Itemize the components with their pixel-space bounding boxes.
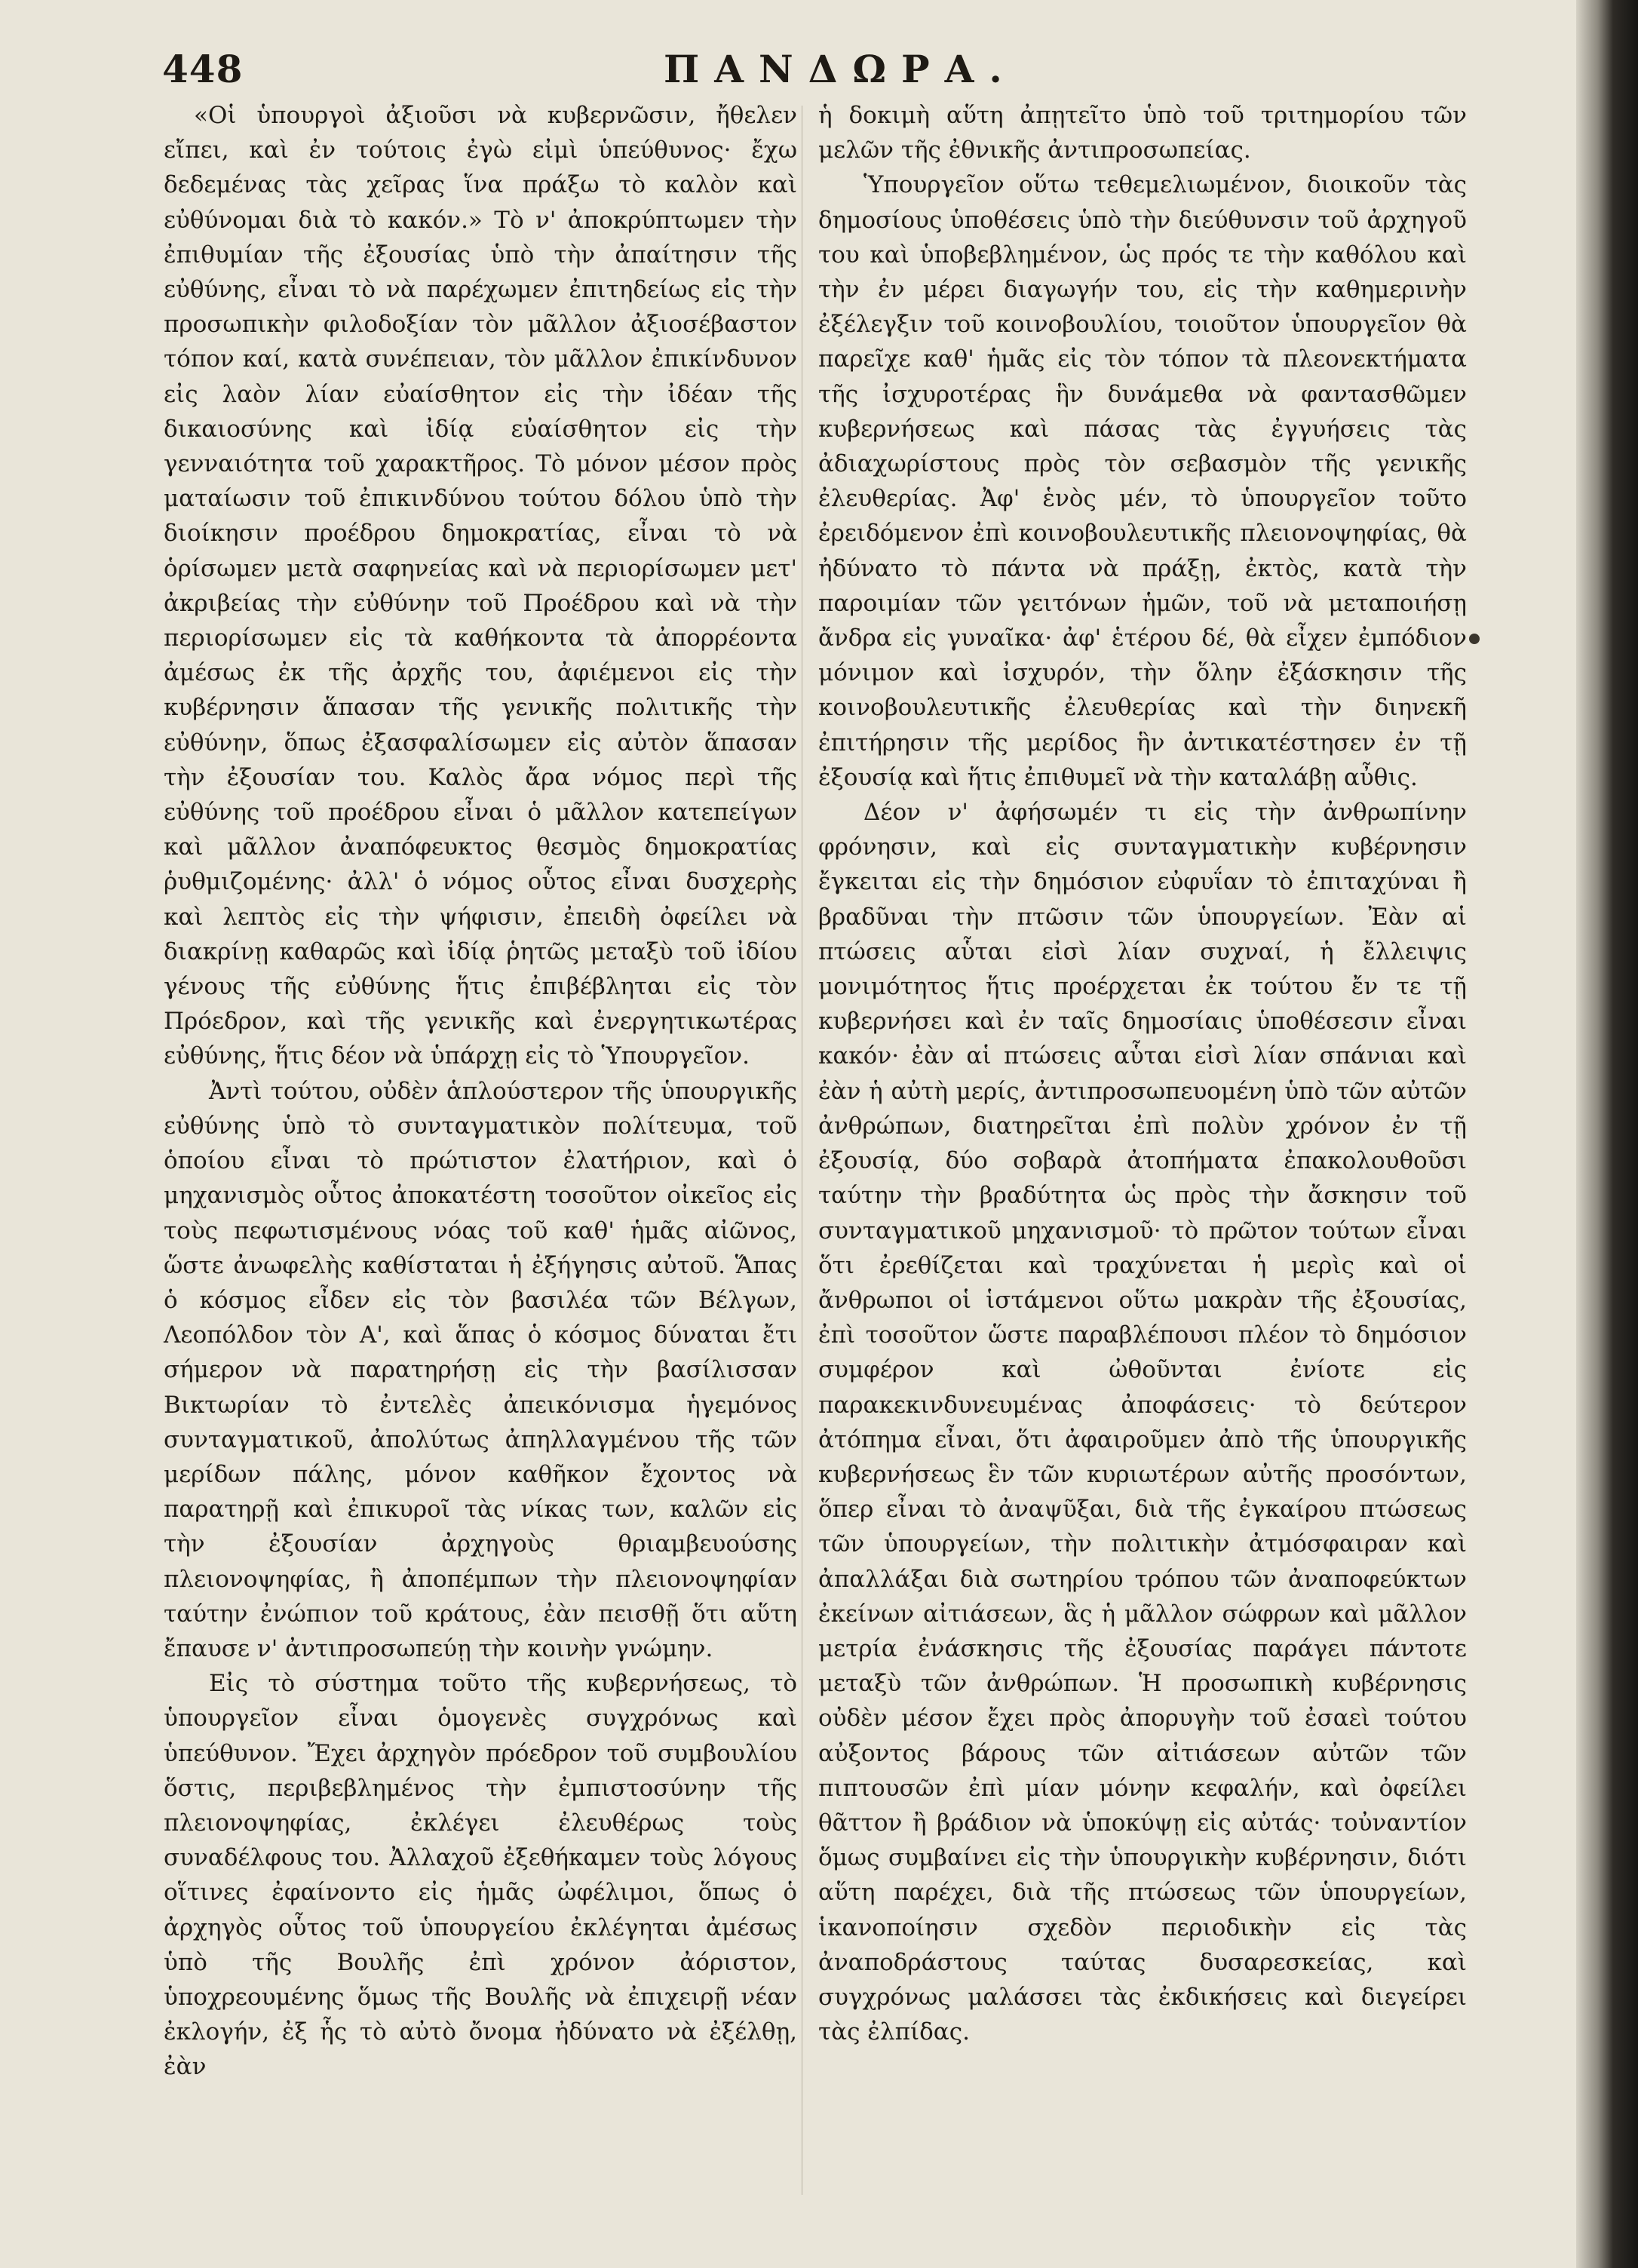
ink-dot: [1469, 634, 1480, 644]
page-header: [0, 47, 1576, 100]
paragraph: «Οἱ ὑπουργοὶ ἀξιοῦσι νὰ κυβερνῶσιν, ἤθελεν εἴπει, καὶ ἐν τούτοις ἐγὼ εἰμὶ ὑπεύθυνος· ἔχω δεδεμένας τὰς χεῖρας ἵνα πράξω τὸ καλὸν καὶ εὐθύνομαι διὰ τὸ κακόν.» Τὸ ν' ἀποκρύπτωμεν τὴν ἐπιθυμίαν τῆς ἐξουσίας ὑπὸ τὴν ἀπαίτησιν τῆς εὐθύνης, εἶναι τὸ νὰ παρέχωμεν ἐπιτηδείως εἰς τὴν προσωπικὴν φιλοδοξίαν τὸν μᾶλλον ἀξιοσέβαστον τόπον καί, κατὰ συνέπειαν, τὸν μᾶλλον ἐπικίνδυνον εἰς λαὸν λίαν εὐαίσθητον εἰς τὴν ἰδέαν τῆς δικαιοσύνης καὶ ἰδίᾳ εὐαίσθητον εἰς τὴν γενναιότητα τοῦ χαρακτῆρος. Τὸ μόνον μέσον πρὸς ματαίωσιν τοῦ ἐπικινδύνου τούτου δόλου ὑπὸ τὴν διοίκησιν προέδρου δημοκρατίας, εἶναι τὸ νὰ ὁρίσωμεν μετὰ σαφηνείας καὶ νὰ περιορίσωμεν μετ' ἀκριβείας τὴν εὐθύνην τοῦ Προέδρου καὶ νὰ τὴν περιορίσωμεν εἰς τὰ καθήκοντα τὰ ἀπορρέοντα ἀμέσως ἐκ τῆς ἀρχῆς του, ἀφιέμενοι εἰς τὴν κυβέρνησιν ἅπασαν τῆς γενικῆς πολιτικῆς τὴν εὐθύνην, ὅπως ἐξασφαλίσωμεν εἰς αὐτὸν ἅπασαν τὴν ἐξουσίαν του. Καλὸς ἄρα νόμος περὶ τῆς εὐθύνης τοῦ προέδρου εἶναι ὁ μᾶλλον κατεπείγων καὶ μᾶλλον ἀναπόφευκτος θεσμὸς δημοκρατίας ῥυθμιζομένης· ἀλλ' ὁ νόμος οὗτος εἶναι δυσχερὴς καὶ λεπτὸς εἰς τὴν ψήφισιν, ἐπειδὴ ὀφείλει νὰ διακρίνῃ καθαρῶς καὶ ἰδίᾳ ῥητῶς μεταξὺ τοῦ ἰδίου γένους τῆς εὐθύνης ἥτις ἐπιβέβληται εἰς τὸν Πρόεδρον, καὶ τῆς γενικῆς καὶ ἐνεργητικωτέρας εὐθύνης, ἥτις δέον νὰ ὑπάρχῃ εἰς τὸ Ὑπουργεῖον.: [164, 102, 797, 1070]
paragraph: Ἀντὶ τούτου, οὐδὲν ἁπλούστερον τῆς ὑπουργικῆς εὐθύνης ὑπὸ τὸ συνταγματικὸν πολίτευμα, τοῦ ὁποίου εἶναι τὸ πρώτιστον ἐλατήριον, καὶ ὁ μηχανισμὸς οὗτος ἀποκατέστη τοσοῦτον οἰκεῖος εἰς τοὺς πεφωτισμένους νόας τοῦ καθ' ἡμᾶς αἰῶνος, ὥστε ἀνωφελὴς καθίσταται ἡ ἐξήγησις αὐτοῦ. Ἅπας ὁ κόσμος εἶδεν εἰς τὸν βασιλέα τῶν Βέλγων, Λεοπόλδον τὸν Α', καὶ ἅπας ὁ κόσμος δύναται ἔτι σήμερον νὰ παρατηρήσῃ εἰς τὴν βασίλισσαν Βικτωρίαν τὸ ἐντελὲς ἀπεικόνισμα ἡγεμόνος συνταγματικοῦ, ἀπολύτως ἀπηλλαγμένου τῆς τῶν μερίδων πάλης, μόνον καθῆκον ἔχοντος νὰ παρατηρῇ καὶ ἐπικυροῖ τὰς νίκας των, καλῶν εἰς τὴν ἐξουσίαν ἀρχηγοὺς θριαμβευούσης πλειονοψηφίας, ἢ ἀποπέμπων τὴν πλειονοψηφίαν ταύτην ἐνώπιον τοῦ κράτους, ἐὰν πεισθῇ ὅτι αὕτη ἔπαυσε ν' ἀντιπροσωπεύῃ τὴν κοινὴν γνώμην.: [164, 1077, 797, 1662]
paragraph: ἡ δοκιμὴ αὕτη ἀπῃτεῖτο ὑπὸ τοῦ τριτημορίου τῶν μελῶν τῆς ἐθνικῆς ἀντιπροσωπείας.: [818, 102, 1467, 164]
right-column: [818, 98, 1467, 2049]
paragraph: Ὑπουργεῖον οὕτω τεθεμελιωμένον, διοικοῦν τὰς δημοσίους ὑποθέσεις ὑπὸ τὴν διεύθυνσιν τοῦ ἀρχηγοῦ του καὶ ὑποβεβλημένον, ὡς πρός τε τὴν καθόλου καὶ τὴν ἐν μέρει διαγωγήν του, εἰς τὴν καθημερινὴν ἐξέλεγξιν τοῦ κοινοβουλίου, τοιοῦτον ὑπουργεῖον θὰ παρεῖχε καθ' ἡμᾶς εἰς τὸν τόπον τὰ πλεονεκτήματα τῆς ἰσχυροτέρας ἣν δυνάμεθα νὰ φαντασθῶμεν κυβερνήσεως καὶ πάσας τὰς ἐγγυήσεις τὰς ἀδιαχωρίστους πρὸς τὸν σεβασμὸν τῆς γενικῆς ἐλευθερίας. Ἀφ' ἑνὸς μέν, τὸ ὑπουργεῖον τοῦτο ἐρειδόμενον ἐπὶ κοινοβουλευτικῆς πλειονοψηφίας, θὰ ἠδύνατο τὸ πάντα νὰ πράξῃ, ἐκτὸς, κατὰ τὴν παροιμίαν τῶν γειτόνων ἡμῶν, τοῦ νὰ μεταποιήσῃ ἄνδρα εἰς γυναῖκα· ἀφ' ἑτέρου δέ, θὰ εἶχεν ἐμπόδιον μόνιμον καὶ ἰσχυρόν, τὴν ὅλην ἐξάσκησιν τῆς κοινοβουλευτικῆς ἐλευθερίας καὶ τὴν διηνεκῆ ἐπιτήρησιν τῆς μερίδος ἣν ἀντικατέστησεν ἐν τῇ ἐξουσίᾳ καὶ ἥτις ἐπιθυμεῖ νὰ τὴν καταλάβῃ αὖθις.: [818, 171, 1467, 791]
book-spine-shadow: [1576, 0, 1638, 2268]
paragraph: Εἰς τὸ σύστημα τοῦτο τῆς κυβερνήσεως, τὸ ὑπουργεῖον εἶναι ὁμογενὲς συγχρόνως καὶ ὑπεύθυνον. Ἔχει ἀρχηγὸν πρόεδρον τοῦ συμβουλίου ὅστις, περιβεβλημένος τὴν ἐμπιστοσύνην τῆς πλειονοψηφίας, ἐκλέγει ἐλευθέρως τοὺς συναδέλφους του. Ἀλλαχοῦ ἐξεθήκαμεν τοὺς λόγους οἵτινες ἐφαίνοντο εἰς ἡμᾶς ὠφέλιμοι, ὅπως ὁ ἀρχηγὸς οὗτος τοῦ ὑπουργείου ἐκλέγηται ἀμέσως ὑπὸ τῆς Βουλῆς ἐπὶ χρόνον ἀόριστον, ὑποχρεουμένης ὅμως τῆς Βουλῆς νὰ ἐπιχειρῇ νέαν ἐκλογήν, ἐξ ἧς τὸ αὐτὸ ὄνομα ἠδύνατο νὰ ἐξέλθῃ, ἐὰν: [164, 1670, 797, 2081]
paragraph: Δέον ν' ἀφήσωμέν τι εἰς τὴν ἀνθρωπίνην φρόνησιν, καὶ εἰς συνταγματικὴν κυβέρνησιν ἔγκειται εἰς τὴν δημόσιον εὐφυΐαν τὸ ἐπιταχύναι ἢ βραδῦναι τὴν πτῶσιν τῶν ὑπουργείων. Ἐὰν αἱ πτώσεις αὗται εἰσὶ λίαν συχναί, ἡ ἔλλειψις μονιμότητος ἥτις προέρχεται ἐκ τούτου ἔν τε τῇ κυβερνήσει καὶ ἐν ταῖς δημοσίαις ὑποθέσεσιν εἶναι κακόν· ἐὰν αἱ πτώσεις αὗται εἰσὶ λίαν σπάνιαι καὶ ἐὰν ἡ αὐτὴ μερίς, ἀντιπροσωπευομένη ὑπὸ τῶν αὐτῶν ἀνθρώπων, διατηρεῖται ἐπὶ πολὺν χρόνον ἐν τῇ ἐξουσίᾳ, δύο σοβαρὰ ἀτοπήματα ἐπακολουθοῦσι ταύτην τὴν βραδύτητα ὡς πρὸς τὴν ἄσκησιν τοῦ συνταγματικοῦ μηχανισμοῦ· τὸ πρῶτον τούτων εἶναι ὅτι ἐρεθίζεται καὶ τραχύνεται ἡ μερὶς καὶ οἱ ἄνθρωποι οἱ ἱστάμενοι οὕτω μακρὰν τῆς ἐξουσίας, ἐπὶ τοσοῦτον ὥστε παραβλέπουσι πλέον τὸ δημόσιον συμφέρον καὶ ὠθοῦνται ἐνίοτε εἰς παρακεκινδυνευμένας ἀποφάσεις· τὸ δεύτερον ἀτόπημα εἶναι, ὅτι ἀφαιροῦμεν ἀπὸ τῆς ὑπουργικῆς κυβερνήσεως ἓν τῶν κυριωτέρων αὐτῆς προσόντων, ὅπερ εἶναι τὸ ἀναψῦξαι, διὰ τῆς ἐγκαίρου πτώσεως τῶν ὑπουργείων, τὴν πολιτικὴν ἀτμόσφαιραν καὶ ἀπαλλάξαι διὰ σωτηρίου τρόπου τῶν ἀναποφεύκτων ἐκείνων αἰτιάσεων, ἃς ἡ μᾶλλον σώφρων καὶ μᾶλλον μετρία ἐνάσκησις τῆς ἐξουσίας παράγει πάντοτε μεταξὺ τῶν ἀνθρώπων. Ἡ προσωπικὴ κυβέρνησις οὐδὲν μέσον ἔχει πρὸς ἀπορυγὴν τοῦ ἐσαεὶ τούτου αὐξοντος βάρους τῶν αἰτιάσεων αὐτῶν τῶν πιπτουσῶν ἐπὶ μίαν μόνην κεφαλήν, καὶ ὀφείλει θᾶττον ἢ βράδιον νὰ ὑποκύψῃ εἰς αὐτάς· τοὐναντίον ὅμως συμβαίνει εἰς τὴν ὑπουργικὴν κυβέρνησιν, διότι αὕτη παρέχει, διὰ τῆς πτώσεως τῶν ὑπουργείων, ἱκανοποίησιν σχεδὸν περιοδικὴν εἰς τὰς ἀναποδράστους ταύτας δυσαρεσκείας, καὶ συγχρόνως μαλάσσει τὰς ἐκδικήσεις καὶ διεγείρει τὰς ἐλπίδας.: [818, 799, 1467, 2046]
page-number: 448: [162, 47, 244, 91]
left-column: [164, 98, 797, 2085]
running-title: ΠΑΝΔΩΡΑ.: [664, 47, 1017, 91]
